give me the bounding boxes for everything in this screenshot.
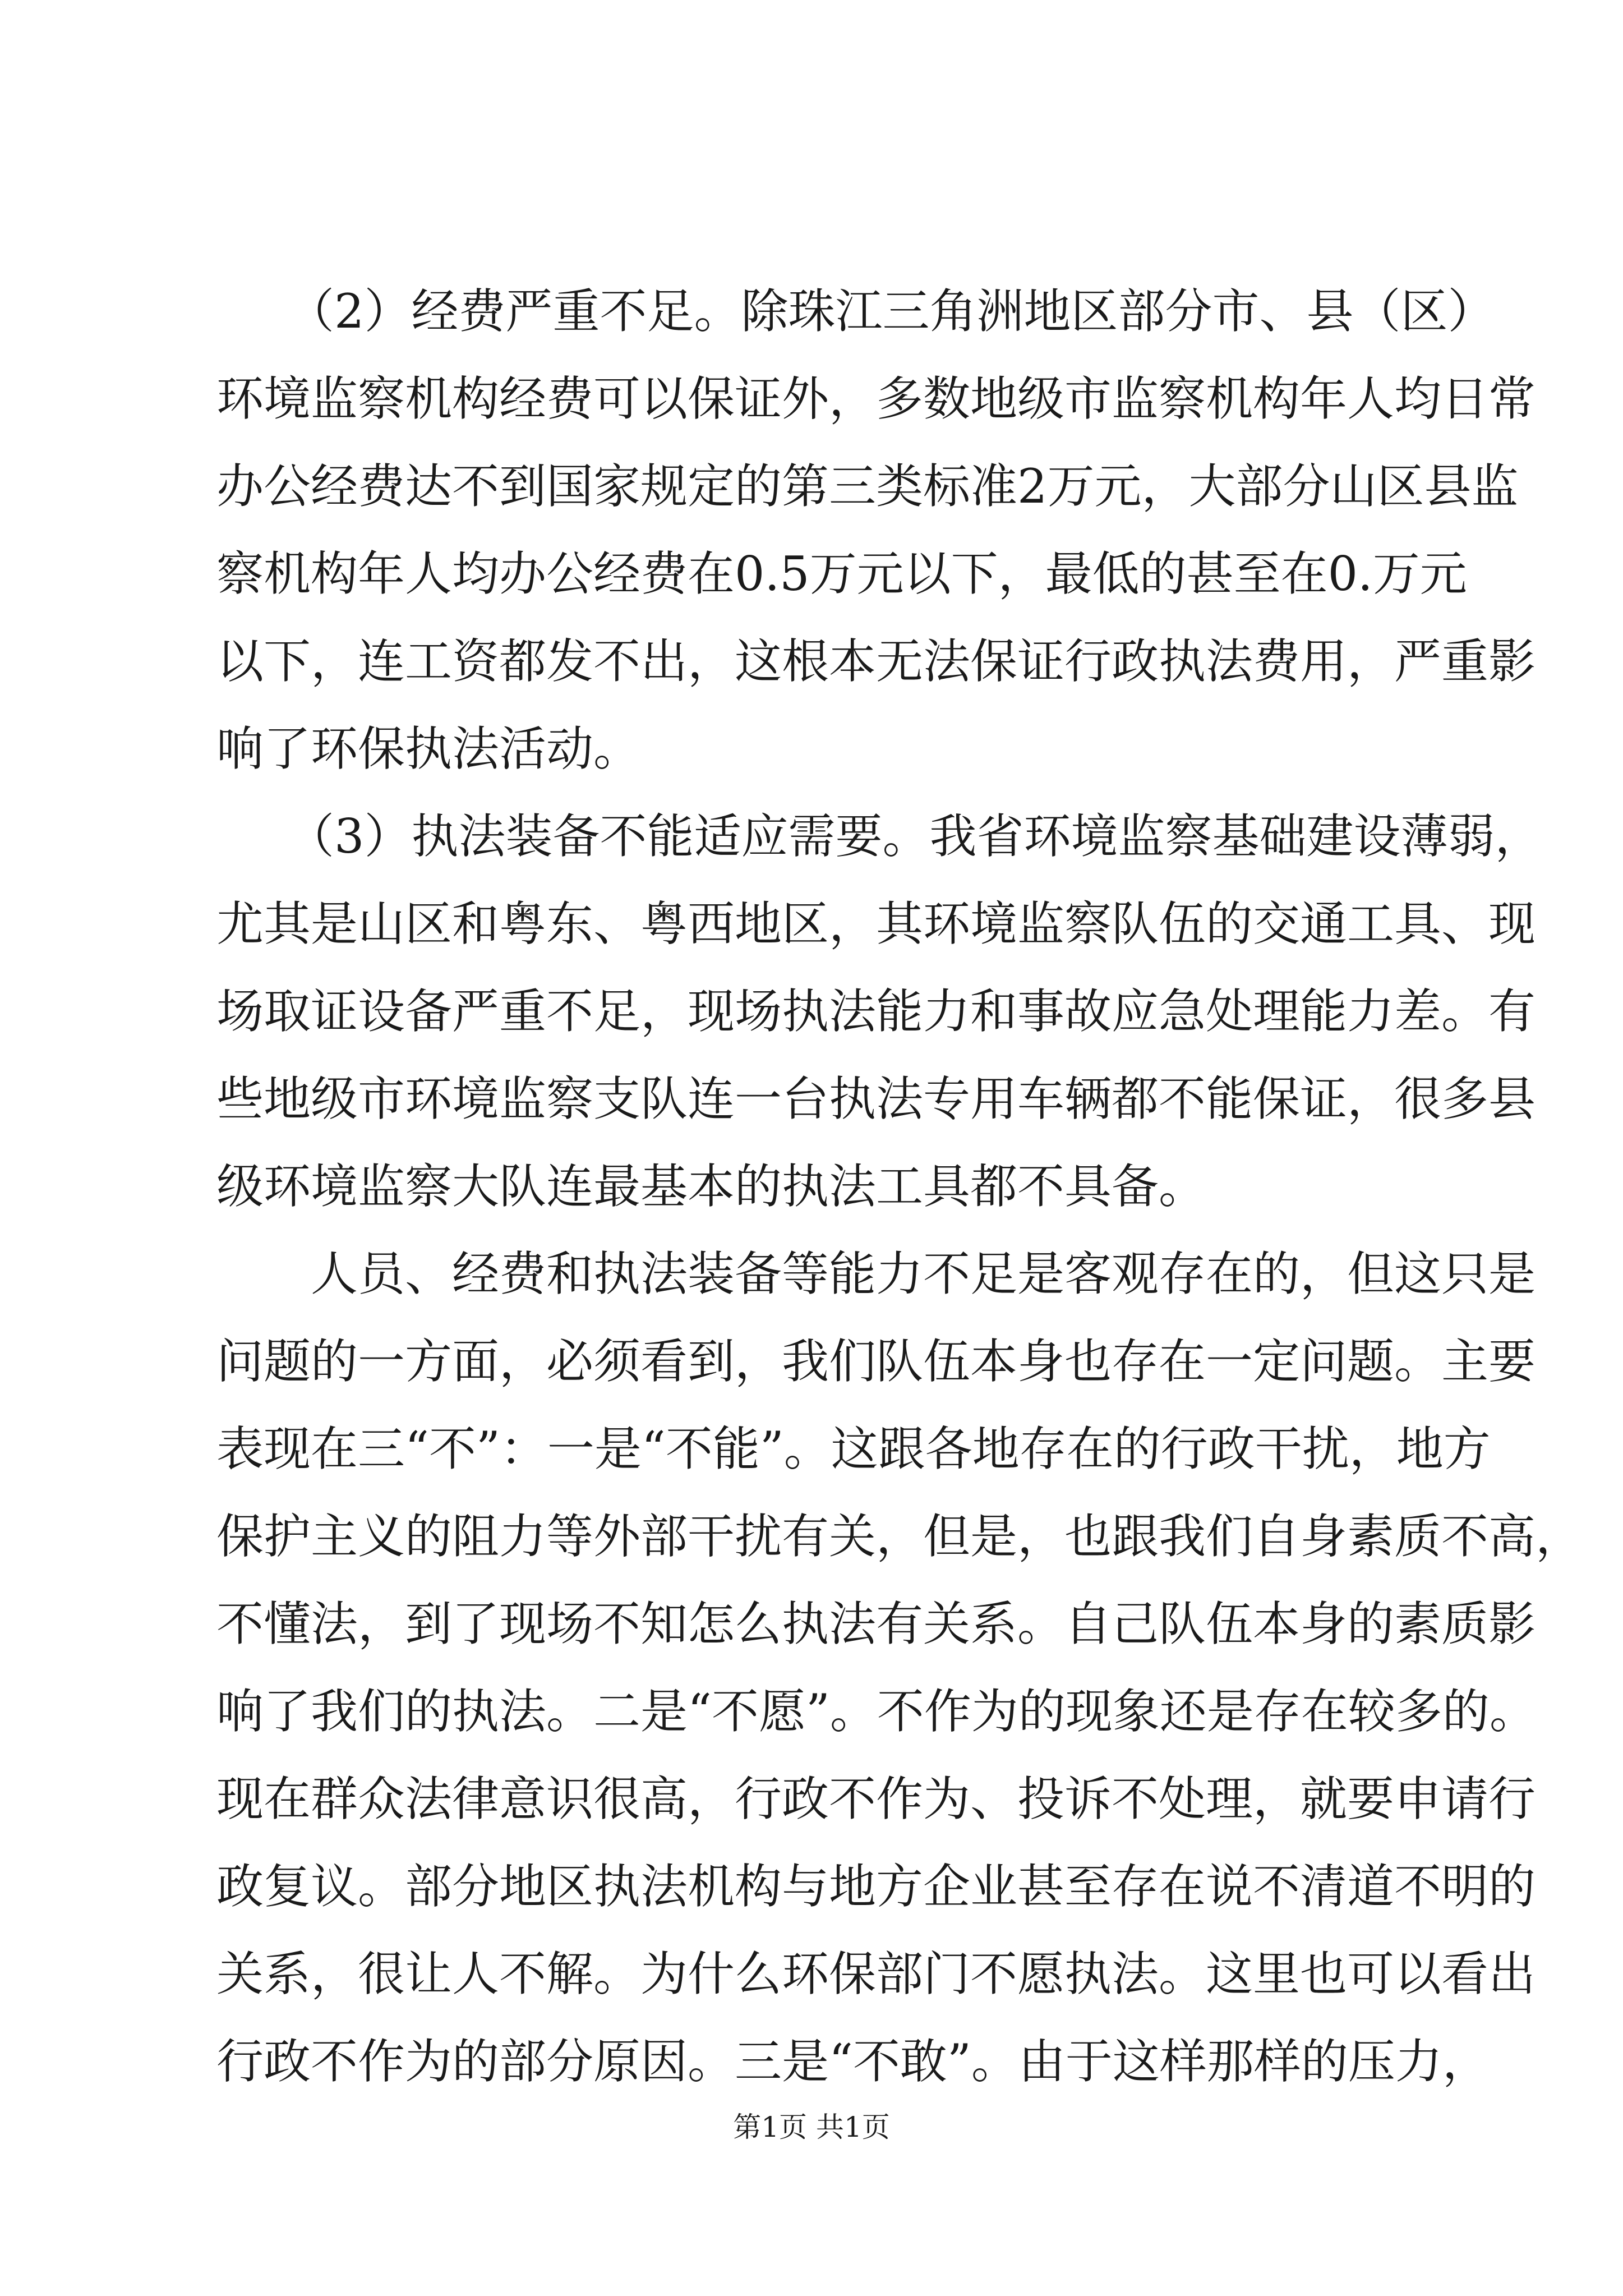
text-line: 关系，很让人不解。为什么环保部门不愿执法。这里也可以看出 (216, 1947, 1536, 2001)
text-line: 办公经费达不到国家规定的第三类标准2万元，大部分山区县监 (216, 459, 1519, 514)
text-line: 环境监察机构经费可以保证外，多数地级市监察机构年人均日常 (216, 371, 1536, 426)
text-line: 以下，连工资都发不出，这根本无法保证行政执法费用，严重影 (216, 634, 1536, 689)
text-line: 场取证设备严重不足，现场执法能力和事故应急处理能力差。有 (216, 984, 1536, 1039)
text-line: 人员、经费和执法装备等能力不足是客观存在的，但这只是 (216, 1246, 1536, 1301)
text-line: 些地级市环境监察支队连一台执法专用车辆都不能保证，很多县 (216, 1071, 1536, 1126)
text-line: 尤其是山区和粤东、粤西地区，其环境监察队伍的交通工具、现 (216, 896, 1536, 951)
text-line: 级环境监察大队连最基本的执法工具都不具备。 (216, 1159, 1206, 1214)
text-line: 察机构年人均办公经费在0.5万元以下，最低的甚至在0.万元 (216, 546, 1467, 601)
text-line: 问题的一方面，必须看到，我们队伍本身也存在一定问题。主要 (216, 1334, 1536, 1389)
text-line: （2）经费严重不足。除珠江三角洲地区部分市、县（区） (216, 284, 1495, 339)
text-line: 表现在三“不”：一是“不能”。这跟各地存在的行政干扰，地方 (216, 1421, 1491, 1476)
text-line: 响了环保执法活动。 (216, 721, 641, 776)
text-line: 不懂法，到了现场不知怎么执法有关系。自己队伍本身的素质影 (216, 1596, 1536, 1651)
text-line: 现在群众法律意识很高，行政不作为、投诉不处理，就要申请行 (216, 1772, 1536, 1826)
text-line: 响了我们的执法。二是“不愿”。不作为的现象还是存在较多的。 (216, 1684, 1537, 1739)
page-number-footer: 第1页 共1页 (733, 2111, 890, 2143)
text-line: 政复议。部分地区执法机构与地方企业甚至存在说不清道不明的 (216, 1859, 1536, 1914)
text-line: （3）执法装备不能适应需要。我省环境监察基础建设薄弱， (216, 809, 1542, 864)
text-line: 保护主义的阻力等外部干扰有关，但是，也跟我们自身素质不高， (216, 1509, 1583, 1564)
text-line: 行政不作为的部分原因。三是“不敢”。由于这样那样的压力， (216, 2034, 1490, 2089)
